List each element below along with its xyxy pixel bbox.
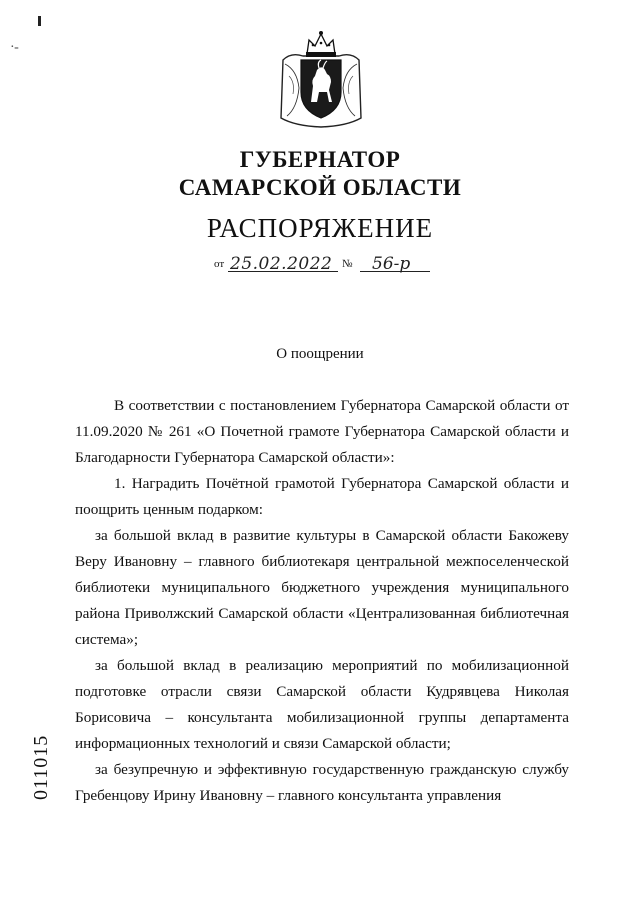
scan-tick-mark — [38, 16, 41, 26]
authority-title-line2: САМАРСКОЙ ОБЛАСТИ — [178, 175, 462, 200]
authority-title-line1: ГУБЕРНАТОР — [239, 147, 401, 172]
item-1-paragraph: 1. Наградить Почётной грамотой Губернатора Самарской области и поощрить ценным подарком: — [75, 475, 569, 518]
handwritten-date: 25.02.2022 — [230, 254, 333, 274]
number-label: № — [342, 258, 353, 270]
document-body — [75, 393, 569, 809]
award-paragraph-1: за большой вклад в развитие культуры в Самарской области Бакожеву Веру Ивановну – главного библиотекаря центральной межпоселенческой библиотеки муниципального бюджетного учреждения муниципального района Приволжский Самарской области «Централизованная библиотечная система»; — [75, 527, 569, 648]
date-number-line — [214, 250, 434, 278]
document-type-heading: РАСПОРЯЖЕНИЕ — [206, 213, 434, 243]
award-paragraph-2: за большой вклад в реализацию мероприятий по мобилизационной подготовке отрасли связи Самарской области Кудрявцева Николая Борисовича – консультанта мобилизационной группы департамента информационных технологий и связи Самарской области; — [75, 657, 569, 752]
date-from-label: от — [214, 258, 225, 270]
handwritten-number: 56-р — [372, 254, 411, 274]
award-paragraph-3: за безупречную и эффективную государственную гражданскую службу Гребенцову Ирину Ивановну – главного консультанта управления — [75, 761, 569, 804]
side-registration-number: 011015 — [30, 734, 52, 800]
preamble-paragraph: В соответствии с постановлением Губернатора Самарской области от 11.09.2020 № 261 «О Почетной грамоте Губернатора Самарской области и Благодарности Губернатора Самарской области»: — [75, 397, 569, 466]
coat-of-arms-icon — [277, 30, 365, 130]
scan-margin-mark: · - — [10, 40, 17, 55]
document-subject: О поощрении — [276, 346, 364, 362]
